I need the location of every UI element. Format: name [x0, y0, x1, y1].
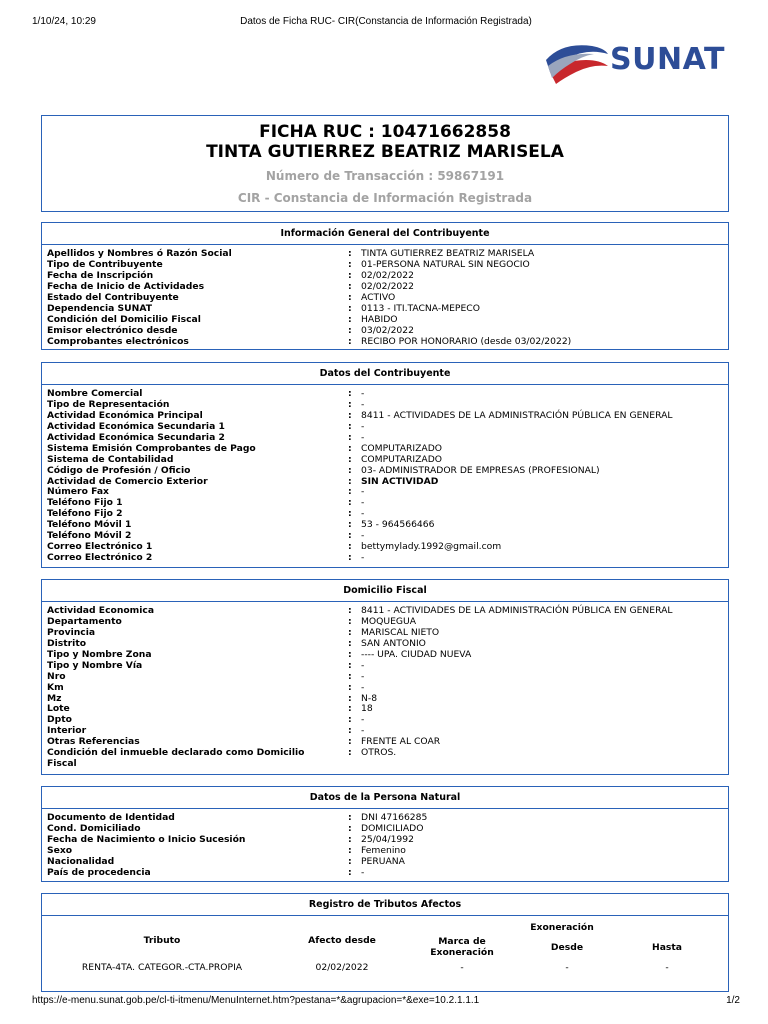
sunat-logo-text: SUNAT [610, 42, 725, 77]
field-row [47, 498, 723, 509]
field-label: Km [47, 681, 64, 693]
field-label: Estado del Contribuyente [47, 291, 179, 303]
field-separator: : [348, 822, 352, 834]
field-value: 53 - 964566466 [361, 519, 435, 531]
section-persona-natural [41, 786, 729, 882]
field-label: Mz [47, 692, 62, 704]
field-row [47, 672, 723, 683]
section-datos-contribuyente [41, 362, 729, 568]
field-value: - [361, 659, 365, 671]
field-label: País de procedencia [47, 866, 151, 878]
header-desde: Desde [550, 942, 584, 953]
field-separator: : [348, 302, 352, 314]
field-row [47, 337, 723, 348]
field-label: Sistema Emisión Comprobantes de Pago [47, 442, 256, 454]
field-value: 02/02/2022 [361, 269, 414, 281]
field-separator: : [348, 313, 352, 325]
field-value: 0113 - ITI.TACNA-MEPECO [361, 302, 480, 314]
field-row [47, 748, 723, 769]
field-list [42, 602, 728, 769]
field-label: Tipo de Contribuyente [47, 258, 163, 270]
field-value: 25/04/1992 [361, 833, 414, 845]
section-title: Información General del Contribuyente [42, 223, 728, 245]
field-separator: : [348, 855, 352, 867]
field-value: PERUANA [361, 855, 405, 867]
field-value: - [361, 681, 365, 693]
field-label: Sexo [47, 844, 73, 856]
field-label: Distrito [47, 637, 87, 649]
field-row [47, 661, 723, 672]
field-separator: : [348, 866, 352, 878]
field-value: 18 [361, 703, 373, 715]
ficha-header [41, 115, 729, 212]
print-document-title: Datos de Ficha RUC- CIR(Constancia de Información Registrada) [240, 16, 532, 27]
field-row [47, 520, 723, 531]
field-separator: : [348, 736, 352, 748]
ficha-ruc-title: FICHA RUC : 10471662858 [259, 122, 511, 142]
field-row [47, 487, 723, 498]
header-exoneracion: Exoneración [530, 922, 594, 933]
field-value: - [361, 508, 365, 520]
field-label: Apellidos y Nombres ó Razón Social [47, 248, 232, 259]
field-label: Nombre Comercial [47, 388, 143, 399]
field-value: - [361, 530, 365, 542]
field-separator: : [348, 508, 352, 520]
field-separator: : [348, 398, 352, 410]
field-value: COMPUTARIZADO [361, 442, 442, 454]
field-separator: : [348, 388, 352, 399]
field-row [47, 315, 723, 326]
field-label: Correo Electrónico 2 [47, 552, 153, 564]
field-row [47, 715, 723, 726]
section-tributos-afectos [41, 893, 729, 992]
field-separator: : [348, 648, 352, 660]
field-label: Documento de Identidad [47, 812, 175, 823]
field-separator: : [348, 626, 352, 638]
field-label: Provincia [47, 626, 96, 638]
field-separator: : [348, 615, 352, 627]
field-separator: : [348, 812, 352, 823]
field-value: COMPUTARIZADO [361, 453, 442, 465]
section-domicilio-fiscal [41, 579, 729, 775]
section-informacion-general [41, 222, 729, 350]
field-row [47, 868, 723, 879]
field-separator: : [348, 335, 352, 347]
field-label: Cond. Domiciliado [47, 822, 141, 834]
print-datetime: 1/10/24, 10:29 [32, 16, 96, 27]
field-separator: : [348, 725, 352, 737]
section-title: Datos del Contribuyente [42, 363, 728, 385]
field-list [42, 245, 728, 347]
field-label: Teléfono Fijo 1 [47, 497, 123, 509]
taxpayer-name: TINTA GUTIERREZ BEATRIZ MARISELA [206, 142, 564, 162]
tributo-marca: - [460, 962, 464, 973]
field-label: Dependencia SUNAT [47, 302, 152, 314]
field-separator: : [348, 409, 352, 421]
field-separator: : [348, 475, 352, 487]
field-separator: : [348, 464, 352, 476]
page-number: 1/2 [726, 995, 740, 1006]
print-footer [32, 995, 740, 1009]
field-value: RECIBO POR HONORARIO (desde 03/02/2022) [361, 335, 572, 347]
field-value: FRENTE AL COAR [361, 736, 441, 748]
field-separator: : [348, 442, 352, 454]
field-value: 01-PERSONA NATURAL SIN NEGOCIO [361, 258, 530, 270]
field-label: Otras Referencias [47, 736, 140, 748]
field-value: DOMICILIADO [361, 822, 424, 834]
field-row [47, 694, 723, 705]
tributo-afecto-desde: 02/02/2022 [315, 962, 369, 973]
field-value: 8411 - ACTIVIDADES DE LA ADMINISTRACIÓN PÚBLICA EN GENERAL [361, 605, 673, 616]
field-separator: : [348, 519, 352, 531]
field-label: Tipo de Representación [47, 398, 170, 410]
field-value: SIN ACTIVIDAD [361, 475, 439, 487]
section-title: Domicilio Fiscal [42, 580, 728, 602]
field-label: Sistema de Contabilidad [47, 453, 174, 465]
field-value: - [361, 398, 365, 410]
field-value: SAN ANTONIO [361, 637, 426, 649]
field-separator: : [348, 324, 352, 336]
field-separator: : [348, 248, 352, 259]
field-list [42, 385, 728, 564]
field-value: - [361, 725, 365, 737]
page-url: https://e-menu.sunat.gob.pe/cl-ti-itmenu/MenuInternet.htm?pestana=*&agrupacion=*&exe=10.2.1.1.1 [32, 995, 480, 1006]
field-label: Emisor electrónico desde [47, 324, 178, 336]
header-hasta: Hasta [652, 942, 682, 953]
section-title: Registro de Tributos Afectos [42, 894, 728, 916]
field-value: DNI 47166285 [361, 812, 428, 823]
header-marca-exoneracion: Marca de Exoneración [430, 936, 494, 958]
field-separator: : [348, 703, 352, 715]
header-tributo: Tributo [143, 935, 181, 946]
field-row [47, 444, 723, 455]
field-row [47, 553, 723, 564]
tributo-name: RENTA-4TA. CATEGOR.-CTA.PROPIA [81, 962, 243, 973]
field-value: - [361, 388, 365, 399]
field-label: Interior [47, 725, 87, 737]
field-value: - [361, 866, 365, 878]
field-value: 03- ADMINISTRADOR DE EMPRESAS (PROFESIONAL) [361, 464, 600, 476]
field-row [47, 326, 723, 337]
field-value: - [361, 431, 365, 443]
field-row [47, 477, 723, 488]
field-label: Número Fax [47, 486, 109, 498]
field-value: TINTA GUTIERREZ BEATRIZ MARISELA [361, 248, 535, 259]
field-label: Departamento [47, 615, 122, 627]
field-separator: : [348, 420, 352, 432]
field-separator: : [348, 844, 352, 856]
field-label: Correo Electrónico 1 [47, 541, 153, 553]
field-label: Teléfono Móvil 1 [47, 519, 132, 531]
field-row [47, 304, 723, 315]
field-separator: : [348, 692, 352, 704]
field-separator: : [348, 681, 352, 693]
field-list [42, 809, 728, 879]
field-value: - [361, 552, 365, 564]
field-row [47, 455, 723, 466]
field-label: Tipo y Nombre Vía [47, 659, 143, 671]
sunat-logo [542, 36, 732, 90]
field-separator: : [348, 431, 352, 443]
field-label: Teléfono Móvil 2 [47, 530, 132, 542]
field-value: - [361, 497, 365, 509]
transaction-number: Número de Transacción : 59867191 [265, 169, 505, 183]
field-separator: : [348, 486, 352, 498]
tributo-hasta: - [665, 962, 669, 973]
field-separator: : [348, 833, 352, 845]
field-label: Condición del inmueble declarado como Domicilio Fiscal [47, 747, 305, 769]
field-label: Actividad Económica Principal [47, 409, 203, 421]
field-value: bettymylady.1992@gmail.com [361, 541, 502, 553]
field-separator: : [348, 747, 352, 759]
field-separator: : [348, 497, 352, 509]
tributo-desde: - [565, 962, 569, 973]
field-label: Tipo y Nombre Zona [47, 648, 152, 660]
field-label: Código de Profesión / Oficio [47, 464, 191, 476]
cir-subtitle: CIR - Constancia de Información Registrada [237, 191, 533, 205]
print-header [32, 16, 740, 30]
field-value: - [361, 420, 365, 432]
field-value: N-8 [361, 692, 378, 704]
field-row [47, 650, 723, 661]
field-label: Actividad Economica [47, 605, 155, 616]
field-label: Actividad Económica Secundaria 2 [47, 431, 225, 443]
field-label: Condición del Domicilio Fiscal [47, 313, 201, 325]
field-value: - [361, 670, 365, 682]
field-value: - [361, 486, 365, 498]
field-separator: : [348, 714, 352, 726]
field-separator: : [348, 552, 352, 564]
field-label: Actividad de Comercio Exterior [47, 475, 208, 487]
field-value: - [361, 714, 365, 726]
field-value: Femenino [361, 844, 406, 856]
field-value: HABIDO [361, 313, 398, 325]
field-separator: : [348, 659, 352, 671]
field-separator: : [348, 453, 352, 465]
sunat-emblem-icon [542, 38, 612, 88]
field-value: OTROS. [361, 747, 397, 759]
field-row [47, 704, 723, 715]
field-label: Nro [47, 670, 66, 682]
field-separator: : [348, 541, 352, 553]
field-label: Actividad Económica Secundaria 1 [47, 420, 225, 432]
field-value: 03/02/2022 [361, 324, 414, 336]
field-separator: : [348, 530, 352, 542]
field-row [47, 683, 723, 694]
field-label: Teléfono Fijo 2 [47, 508, 123, 520]
header-afecto-desde: Afecto desde [308, 935, 376, 946]
field-value: MARISCAL NIETO [361, 626, 440, 638]
field-separator: : [348, 280, 352, 292]
field-separator: : [348, 637, 352, 649]
field-value: 02/02/2022 [361, 280, 414, 292]
field-value: MOQUEGUA [361, 615, 417, 627]
section-title: Datos de la Persona Natural [42, 787, 728, 809]
field-label: Fecha de Inicio de Actividades [47, 280, 205, 292]
field-label: Comprobantes electrónicos [47, 335, 189, 347]
field-value: ---- UPA. CIUDAD NUEVA [361, 648, 472, 660]
tributos-table [42, 916, 728, 992]
field-label: Nacionalidad [47, 855, 115, 867]
field-label: Dpto [47, 714, 72, 726]
field-separator: : [348, 605, 352, 616]
field-value: ACTIVO [361, 291, 396, 303]
field-label: Fecha de Inscripción [47, 269, 154, 281]
field-label: Fecha de Nacimiento o Inicio Sucesión [47, 833, 246, 845]
field-separator: : [348, 670, 352, 682]
field-value: 8411 - ACTIVIDADES DE LA ADMINISTRACIÓN PÚBLICA EN GENERAL [361, 409, 673, 421]
field-label: Lote [47, 703, 70, 715]
field-separator: : [348, 291, 352, 303]
field-separator: : [348, 269, 352, 281]
field-row [47, 466, 723, 477]
field-separator: : [348, 258, 352, 270]
